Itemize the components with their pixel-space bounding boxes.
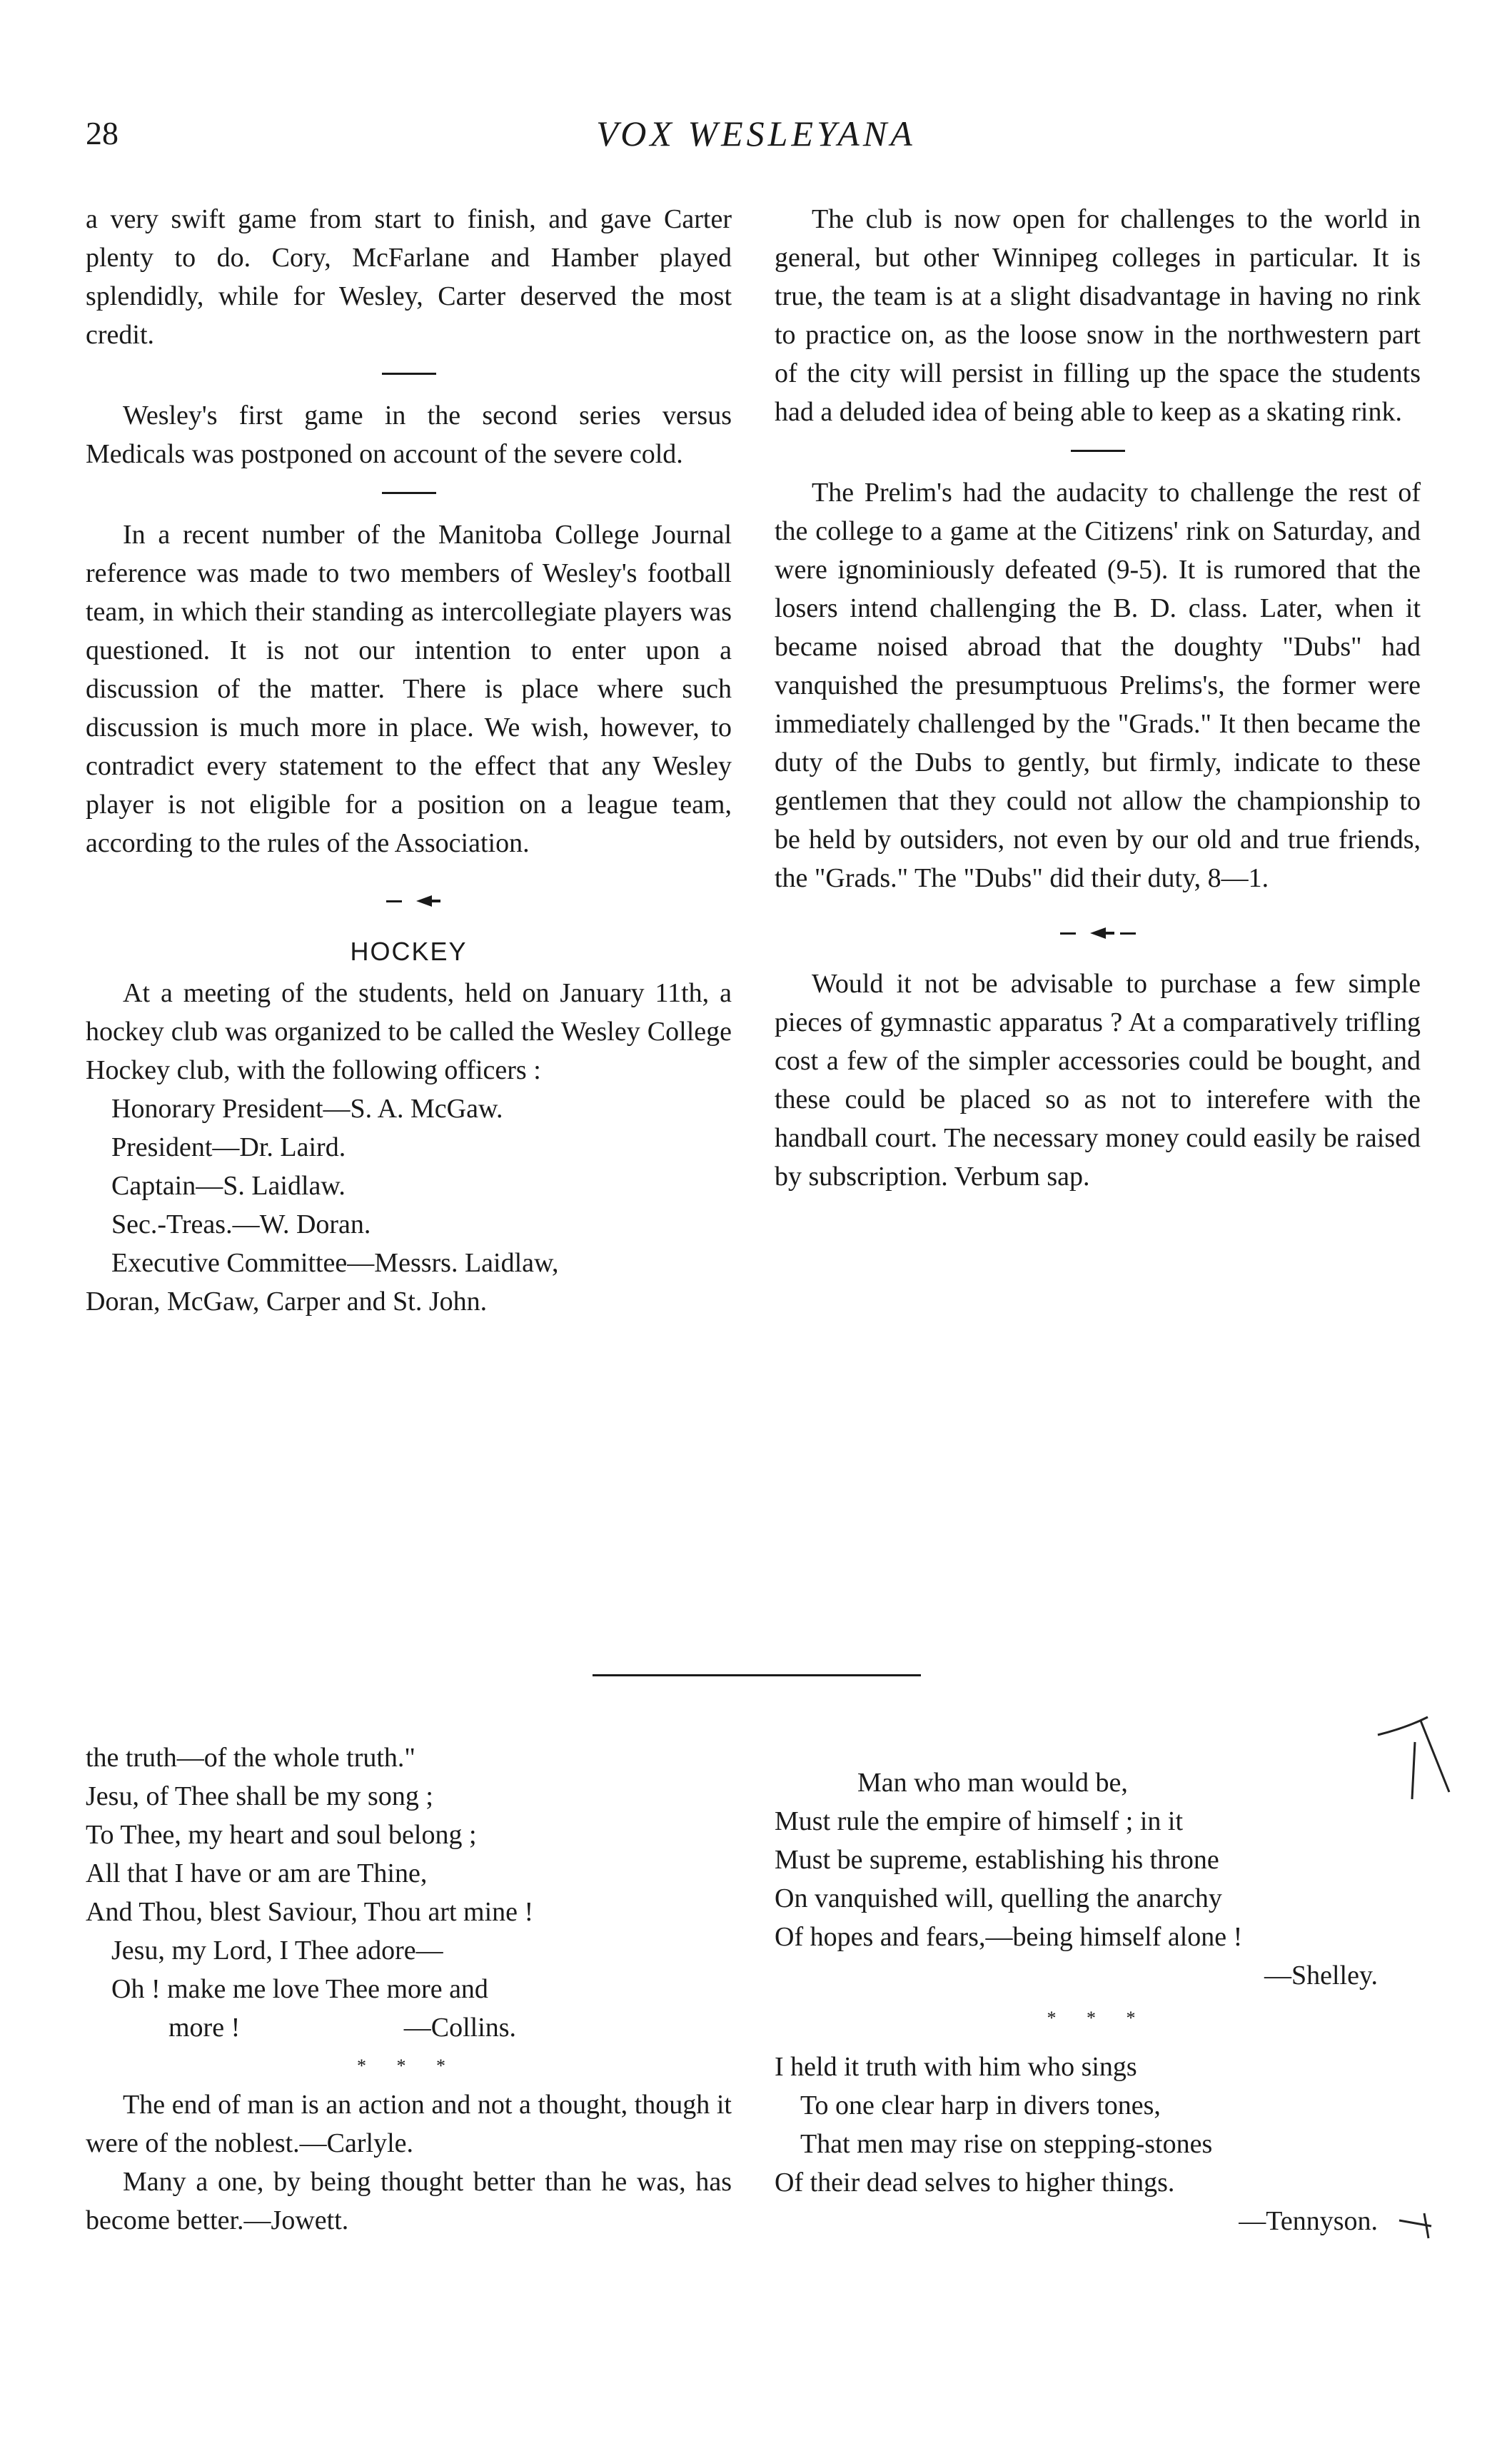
poem-line: To Thee, my heart and soul belong ; xyxy=(86,1820,477,1850)
section-rule xyxy=(382,492,436,494)
attribution: —Shelley. xyxy=(1264,1961,1378,1990)
right-column xyxy=(775,200,1421,1196)
poem-line: Must rule the empire of himself ; in it xyxy=(775,1806,1184,1836)
poem-line: Jesu, of Thee shall be my song ; xyxy=(86,1781,433,1811)
poem-line: And Thou, blest Saviour, Thou art mine ! xyxy=(86,1897,534,1927)
officer-line: Sec.-Treas.—W. Doran. xyxy=(111,1209,371,1239)
poem-line: All that I have or am are Thine, xyxy=(86,1858,428,1888)
left-column xyxy=(86,200,732,1321)
ornament-divider xyxy=(86,887,732,915)
quotations-right xyxy=(775,1763,1421,2240)
officer-line: President—Dr. Laird. xyxy=(111,1132,346,1162)
quotation: The end of man is an action and not a thought, though it were of the noblest.—Carlyle. xyxy=(86,2090,732,2158)
paragraph: The club is now open for challenges to the world in general, but other Winnipeg colleges in particular. It is true, the team is at a slight disadvantage in having no rink to practice on, as the loose snow in the northwestern part of the city will persist in filling up the space the students had a deluded idea of being able to keep as a skating rink. xyxy=(775,204,1421,427)
poem-line: I held it truth with him who sings xyxy=(775,2052,1137,2082)
attribution: —Collins. xyxy=(403,2013,517,2043)
quotation: Many a one, by being thought better than he was, has become better.—Jowett. xyxy=(86,2167,732,2235)
ornament-arrow-icon xyxy=(416,895,432,907)
poem-line: Man who man would be, xyxy=(857,1768,1128,1798)
poem-line xyxy=(86,2008,732,2047)
asterism: * * * xyxy=(1047,2008,1149,2028)
ornament-dash xyxy=(1120,932,1136,935)
poem-line: Jesu, my Lord, I Thee adore— xyxy=(111,1936,443,1966)
pencil-tick-icon xyxy=(1396,2206,1446,2242)
poem-line: Of their dead selves to higher things. xyxy=(775,2168,1175,2198)
poem-line: Oh ! make me love Thee more and xyxy=(111,1974,488,2004)
paragraph: The Prelim's had the audacity to challenge the rest of the college to a game at the Citizens' rink on Saturday, and were ignominiously defeated (9-5). It is rumored that the losers intend challenging the B. D. class. Later, when it became noised abroad that the doughty "Dubs" had vanquished the presumptuous Prelims's, the former were immediately challenged by the "Grads." It then became the duty of the Dubs to gently, but firmly, indicate to these gentlemen that they could not allow the championship to be held by outsiders, not even by our old and true friends, the "Grads." The "Dubs" did their duty, 8—1. xyxy=(775,478,1421,893)
page-divider xyxy=(593,1674,921,1676)
officer-line: Executive Committee—Messrs. Laidlaw, xyxy=(111,1248,559,1278)
section-heading: HOCKEY xyxy=(350,937,468,966)
ornament-arrow-icon xyxy=(1090,927,1106,939)
poem-line: Must be supreme, establishing his throne xyxy=(775,1845,1219,1875)
officer-line: Captain—S. Laidlaw. xyxy=(111,1171,346,1201)
ornament-dash xyxy=(386,900,402,902)
attribution: —Tennyson. xyxy=(1239,2206,1378,2236)
poem-line-text: more ! xyxy=(168,2013,241,2043)
paragraph: a very swift game from start to finish, and gave Carter plenty to do. Cory, McFarlane and Hamber played splendidly, while for Wesley, Carter deserved the most credit. xyxy=(86,204,732,350)
poem-line: To one clear harp in divers tones, xyxy=(800,2090,1161,2120)
officer-line: Honorary President—S. A. McGaw. xyxy=(111,1094,503,1124)
running-head: VOX WESLEYANA xyxy=(596,114,916,153)
asterism: * * * xyxy=(357,2055,458,2076)
officer-line: Doran, McGaw, Carper and St. John. xyxy=(86,1287,488,1317)
pencil-mark-icon xyxy=(1371,1713,1463,1821)
section-rule xyxy=(1071,450,1125,452)
poem-line: Of hopes and fears,—being himself alone ! xyxy=(775,1922,1243,1952)
ornament-dash xyxy=(1060,932,1076,935)
quotations-left xyxy=(86,1738,732,2240)
poem-line: the truth—of the whole truth." xyxy=(86,1743,415,1773)
ornament-divider xyxy=(775,919,1421,947)
paragraph: At a meeting of the students, held on January 11th, a hockey club was organized to be called the Wesley College Hockey club, with the following officers : xyxy=(86,978,732,1085)
paragraph: Wesley's first game in the second series versus Medicals was postponed on account of the severe cold. xyxy=(86,401,732,469)
paragraph: Would it not be advisable to purchase a few simple pieces of gymnastic apparatus ? At a comparatively trifling cost a few of the simpler accessories could be bought, and these could be placed so as not to interefere with the handball court. The necessary money could easily be raised by subscription. Verbum sap. xyxy=(775,969,1421,1192)
page-number: 28 xyxy=(86,115,119,151)
section-rule xyxy=(382,373,436,375)
poem-line: On vanquished will, quelling the anarchy xyxy=(775,1883,1222,1913)
paragraph: In a recent number of the Manitoba College Journal reference was made to two members of Wesley's football team, in which their standing as intercollegiate players was questioned. It is not our intention to enter upon a discussion of the matter. There is place where such discussion is much more in place. We wish, however, to contradict every statement to the effect that any Wesley player is not eligible for a position on a league team, according to the rules of the Association. xyxy=(86,520,732,858)
poem-line: That men may rise on stepping-stones xyxy=(800,2129,1213,2159)
